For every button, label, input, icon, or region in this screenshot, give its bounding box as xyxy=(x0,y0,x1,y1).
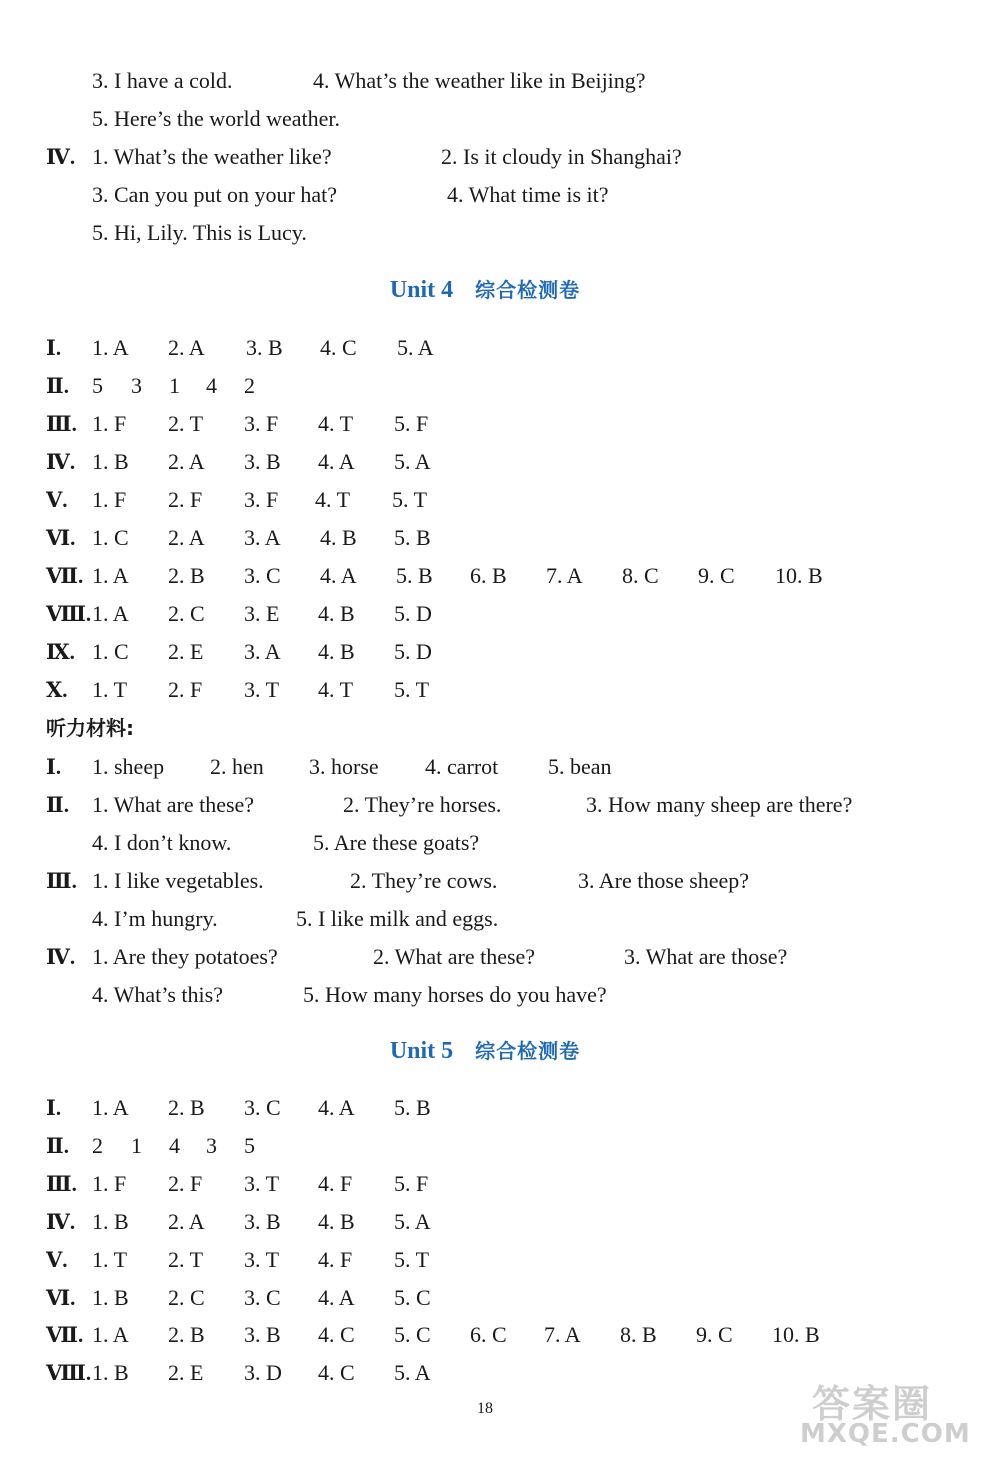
listening-item: 3. How many sheep are there? xyxy=(586,792,853,817)
answer-item: 1. F xyxy=(92,411,127,436)
watermark-logo xyxy=(792,1373,992,1453)
section-label: Ⅰ. xyxy=(46,755,62,779)
unit5-heading xyxy=(0,1031,970,1071)
answer-item: 4. C xyxy=(318,1360,355,1385)
listening-item: 4. I don’t know. xyxy=(92,830,232,855)
section-label: Ⅳ. xyxy=(46,1210,76,1234)
answer-item: 5. B xyxy=(396,563,433,588)
answer-item: 5. Hi, Lily. This is Lucy. xyxy=(92,220,307,245)
unit5-number: Unit 5 xyxy=(389,1038,454,1064)
answer-item: 3. F xyxy=(244,487,279,512)
answer-item: 5. A xyxy=(394,1360,431,1385)
section-label: Ⅵ. xyxy=(46,526,76,550)
answer-item: 1. What’s the weather like? xyxy=(92,144,332,169)
answer-item: 3. C xyxy=(244,1285,281,1310)
section-label: Ⅵ. xyxy=(46,1286,76,1310)
answer-item: 2. F xyxy=(168,1171,203,1196)
listening-item: 5. Are these goats? xyxy=(313,830,480,855)
answer-item: 3. F xyxy=(244,411,279,436)
answer-item: 3. T xyxy=(244,1247,280,1272)
section-label: Ⅰ. xyxy=(46,336,62,360)
answer-item: 1. A xyxy=(92,1322,129,1347)
listening-item: 2. They’re cows. xyxy=(350,868,498,893)
answer-item: 1. F xyxy=(92,1171,127,1196)
answer-item: 2. F xyxy=(168,487,203,512)
section-label: Ⅶ. xyxy=(46,564,84,588)
answer-item: 3. Can you put on your hat? xyxy=(92,182,338,207)
answer-item: 3. T xyxy=(244,1171,280,1196)
section-label: Ⅳ. xyxy=(46,450,76,474)
section-label: Ⅲ. xyxy=(46,412,77,436)
section-label: Ⅱ. xyxy=(46,1134,69,1158)
answer-item: 1. A xyxy=(92,563,129,588)
answer-item: 6. B xyxy=(470,563,507,588)
answer-item: 4 xyxy=(206,373,217,398)
answer-item: 2. F xyxy=(168,677,203,702)
section-label: Ⅱ. xyxy=(46,374,69,398)
answer-item: 2. E xyxy=(168,639,204,664)
listening-label: 听力材料: xyxy=(46,716,134,740)
answer-item: 5. C xyxy=(394,1285,431,1310)
answer-item: 3. D xyxy=(244,1360,282,1385)
listening-item: 5. bean xyxy=(548,754,612,779)
unit4-title: 综合检测卷 xyxy=(475,278,581,302)
answer-item: 1. A xyxy=(92,1095,129,1120)
unit4-heading xyxy=(0,270,970,310)
answer-item: 5. T xyxy=(394,677,430,702)
answer-item: 2. A xyxy=(168,335,205,360)
answer-item: 5. B xyxy=(394,525,431,550)
answer-item: 4. B xyxy=(318,639,355,664)
answer-item: 3. B xyxy=(244,449,281,474)
answer-item: 1. T xyxy=(92,1247,128,1272)
answer-item: 7. A xyxy=(546,563,583,588)
answer-item: 5. F xyxy=(394,1171,429,1196)
answer-item: 2. C xyxy=(168,1285,205,1310)
watermark-url: MXQE.COM xyxy=(800,1419,971,1449)
answer-item: 3. A xyxy=(244,525,281,550)
answer-item: 4. B xyxy=(320,525,357,550)
answer-item: 2 xyxy=(92,1133,103,1158)
answer-item: 1. C xyxy=(92,639,129,664)
listening-item: 2. What are these? xyxy=(373,944,536,969)
answer-item: 5 xyxy=(244,1133,255,1158)
answer-item: 3. T xyxy=(244,677,280,702)
answer-item: 1. A xyxy=(92,335,129,360)
answer-item: 4. B xyxy=(318,601,355,626)
answer-item: 4. A xyxy=(320,563,357,588)
answer-item: 9. C xyxy=(698,563,735,588)
section-label: Ⅷ. xyxy=(46,602,92,626)
answer-item: 5. F xyxy=(394,411,429,436)
listening-item: 5. How many horses do you have? xyxy=(303,982,607,1007)
answer-item: 4. C xyxy=(320,335,357,360)
answer-item: 4. C xyxy=(318,1322,355,1347)
answer-item: 1. C xyxy=(92,525,129,550)
listening-item: 4. What’s this? xyxy=(92,982,223,1007)
section-label: Ⅳ. xyxy=(46,145,76,169)
answer-item: 1. B xyxy=(92,1285,129,1310)
answer-item: 5. T xyxy=(394,1247,430,1272)
listening-item: 1. Are they potatoes? xyxy=(92,944,278,969)
unit4-number: Unit 4 xyxy=(389,277,454,303)
section-label: Ⅴ. xyxy=(46,488,68,512)
answer-item: 6. C xyxy=(470,1322,507,1347)
answer-item: 2. E xyxy=(168,1360,204,1385)
answer-item: 5. C xyxy=(394,1322,431,1347)
answer-item: 3. B xyxy=(244,1322,281,1347)
watermark-text: 答案圈 xyxy=(812,1382,933,1426)
answer-item: 4. A xyxy=(318,449,355,474)
section-label: Ⅹ. xyxy=(46,678,68,702)
answer-item: 2. T xyxy=(168,1247,204,1272)
answer-item: 3 xyxy=(131,373,142,398)
answer-item: 2. Is it cloudy in Shanghai? xyxy=(441,144,682,169)
answer-item: 4. F xyxy=(318,1171,353,1196)
section-label: Ⅳ. xyxy=(46,945,76,969)
answer-item: 5 xyxy=(92,373,103,398)
listening-item: 3. Are those sheep? xyxy=(578,868,750,893)
answer-item: 5. A xyxy=(397,335,434,360)
answer-item: 2. C xyxy=(168,601,205,626)
answer-item: 1. T xyxy=(92,677,128,702)
answer-item: 4. A xyxy=(318,1285,355,1310)
answer-item: 2. B xyxy=(168,1322,205,1347)
answer-item: 2. B xyxy=(168,1095,205,1120)
answer-item: 2. A xyxy=(168,1209,205,1234)
answer-item: 9. C xyxy=(696,1322,733,1347)
answer-item: 1. F xyxy=(92,487,127,512)
answer-item: 1 xyxy=(169,373,180,398)
listening-item: 4. carrot xyxy=(425,754,499,779)
listening-item: 1. I like vegetables. xyxy=(92,868,264,893)
answer-item: 4. T xyxy=(318,677,354,702)
answer-item: 4. B xyxy=(318,1209,355,1234)
answer-item: 10. B xyxy=(775,563,823,588)
listening-item: 4. I’m hungry. xyxy=(92,906,218,931)
answer-item: 4. T xyxy=(315,487,351,512)
listening-item: 3. horse xyxy=(309,754,379,779)
answer-item: 3. I have a cold. xyxy=(92,68,233,93)
answer-item: 2. B xyxy=(168,563,205,588)
answer-item: 5. A xyxy=(394,1209,431,1234)
section-label: Ⅸ. xyxy=(46,640,75,664)
listening-item: 2. They’re horses. xyxy=(343,792,502,817)
unit5-title: 综合检测卷 xyxy=(475,1039,581,1063)
answer-item: 2. A xyxy=(168,525,205,550)
section-label: Ⅲ. xyxy=(46,1172,77,1196)
answer-item: 2. T xyxy=(168,411,204,436)
section-label: Ⅲ. xyxy=(46,869,77,893)
answer-item: 3 xyxy=(206,1133,217,1158)
answer-item: 1. B xyxy=(92,449,129,474)
answer-item: 5. D xyxy=(394,601,432,626)
page-number: 18 xyxy=(477,1400,493,1417)
answer-item: 4. T xyxy=(318,411,354,436)
answer-item: 4. F xyxy=(318,1247,353,1272)
answer-item: 1 xyxy=(131,1133,142,1158)
section-label: Ⅱ. xyxy=(46,793,69,817)
answer-item: 4. What time is it? xyxy=(447,182,609,207)
answer-item: 10. B xyxy=(772,1322,820,1347)
answer-item: 5. Here’s the world weather. xyxy=(92,106,341,131)
answer-item: 2 xyxy=(244,373,255,398)
answer-item: 5. A xyxy=(394,449,431,474)
section-label: Ⅷ. xyxy=(46,1361,92,1385)
section-label: Ⅶ. xyxy=(46,1323,84,1347)
section-label: Ⅴ. xyxy=(46,1248,68,1272)
answer-item: 3. B xyxy=(244,1209,281,1234)
listening-item: 3. What are those? xyxy=(624,944,788,969)
answer-item: 3. C xyxy=(244,1095,281,1120)
answer-item: 1. B xyxy=(92,1360,129,1385)
answer-item: 5. D xyxy=(394,639,432,664)
section-label: Ⅰ. xyxy=(46,1096,62,1120)
listening-item: 2. hen xyxy=(210,754,264,779)
answer-item: 3. B xyxy=(246,335,283,360)
answer-item: 4. What’s the weather like in Beijing? xyxy=(313,68,646,93)
answer-item: 5. B xyxy=(394,1095,431,1120)
answer-item: 8. B xyxy=(620,1322,657,1347)
listening-item: 5. I like milk and eggs. xyxy=(296,906,499,931)
answer-item: 8. C xyxy=(622,563,659,588)
answer-item: 1. B xyxy=(92,1209,129,1234)
answer-item: 7. A xyxy=(544,1322,581,1347)
answer-item: 1. A xyxy=(92,601,129,626)
answer-item: 3. C xyxy=(244,563,281,588)
answer-item: 2. A xyxy=(168,449,205,474)
answer-item: 3. E xyxy=(244,601,280,626)
listening-item: 1. sheep xyxy=(92,754,165,779)
answer-item: 4. A xyxy=(318,1095,355,1120)
answer-item: 4 xyxy=(169,1133,180,1158)
answer-item: 3. A xyxy=(244,639,281,664)
answer-item: 5. T xyxy=(392,487,428,512)
listening-item: 1. What are these? xyxy=(92,792,255,817)
